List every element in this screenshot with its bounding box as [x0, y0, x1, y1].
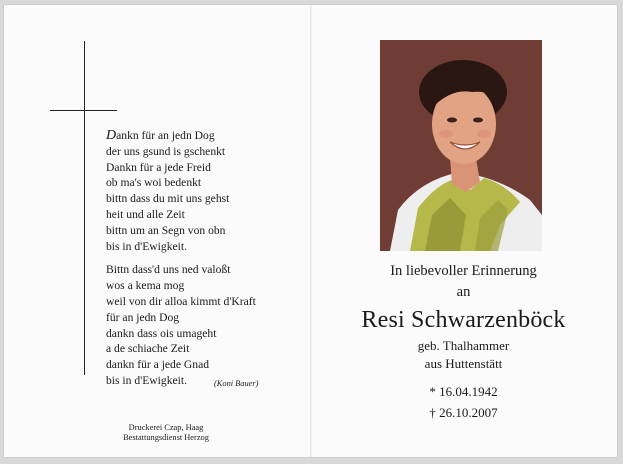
poem-line: Bittn dass'd uns ned valoßt	[106, 263, 231, 277]
poem-line: Dankn für a jede Freid	[106, 160, 211, 174]
poem-initial: D	[106, 128, 117, 143]
poem-line: a de schiache Zeit	[106, 342, 190, 356]
maiden-name: geb. Thalhammer	[417, 338, 510, 353]
poem-line: bis in d'Ewigkeit.	[106, 239, 187, 253]
poem-stanza-1	[106, 128, 306, 254]
printer-line-1: Druckerei Czap, Haag	[128, 423, 204, 432]
deceased-name: Resi Schwarzenböck	[361, 307, 566, 333]
poem-line: heit und alle Zeit	[106, 207, 185, 221]
poem-line: bittn dass du mit uns gehst	[106, 192, 230, 206]
poem-line: weil von dir alloa kimmt d'Kraft	[106, 294, 256, 308]
portrait-illustration	[380, 40, 542, 251]
memory-heading: In liebevoller Erinnerung	[390, 263, 537, 279]
poem-line: bis in d'Ewigkeit.	[106, 373, 187, 387]
poem-stanza-2	[106, 262, 306, 388]
poem-line: für an jedn Dog	[106, 310, 180, 324]
death-date: † 26.10.2007	[429, 405, 498, 420]
printer-credit	[111, 423, 221, 442]
hometown: aus Huttenstätt	[424, 356, 503, 371]
memory-an: an	[456, 284, 471, 300]
cross-horizontal-bar	[50, 110, 117, 111]
poem-line	[106, 128, 306, 144]
poem-first-line: ankn für an jedn Dog	[116, 129, 215, 142]
poem-line: ob ma's woi bedenkt	[106, 176, 202, 190]
poem	[106, 128, 306, 397]
poem-line: dankn dass ois umageht	[106, 326, 217, 340]
poem-line: wos a kema mog	[106, 279, 185, 293]
poem-author: (Koni Bauer)	[214, 379, 259, 388]
memorial-card	[4, 5, 617, 457]
poem-line: der uns gsund is gschenkt	[106, 144, 226, 158]
printer-line-2: Bestattungsdienst Herzog	[123, 432, 209, 442]
cross-vertical-bar	[84, 41, 85, 375]
birth-date: * 16.04.1942	[429, 384, 498, 399]
portrait-photo	[380, 40, 542, 251]
poem-line: dankn für a jede Gnad	[106, 358, 210, 372]
poem-line: bittn um an Segn von obn	[106, 223, 226, 237]
